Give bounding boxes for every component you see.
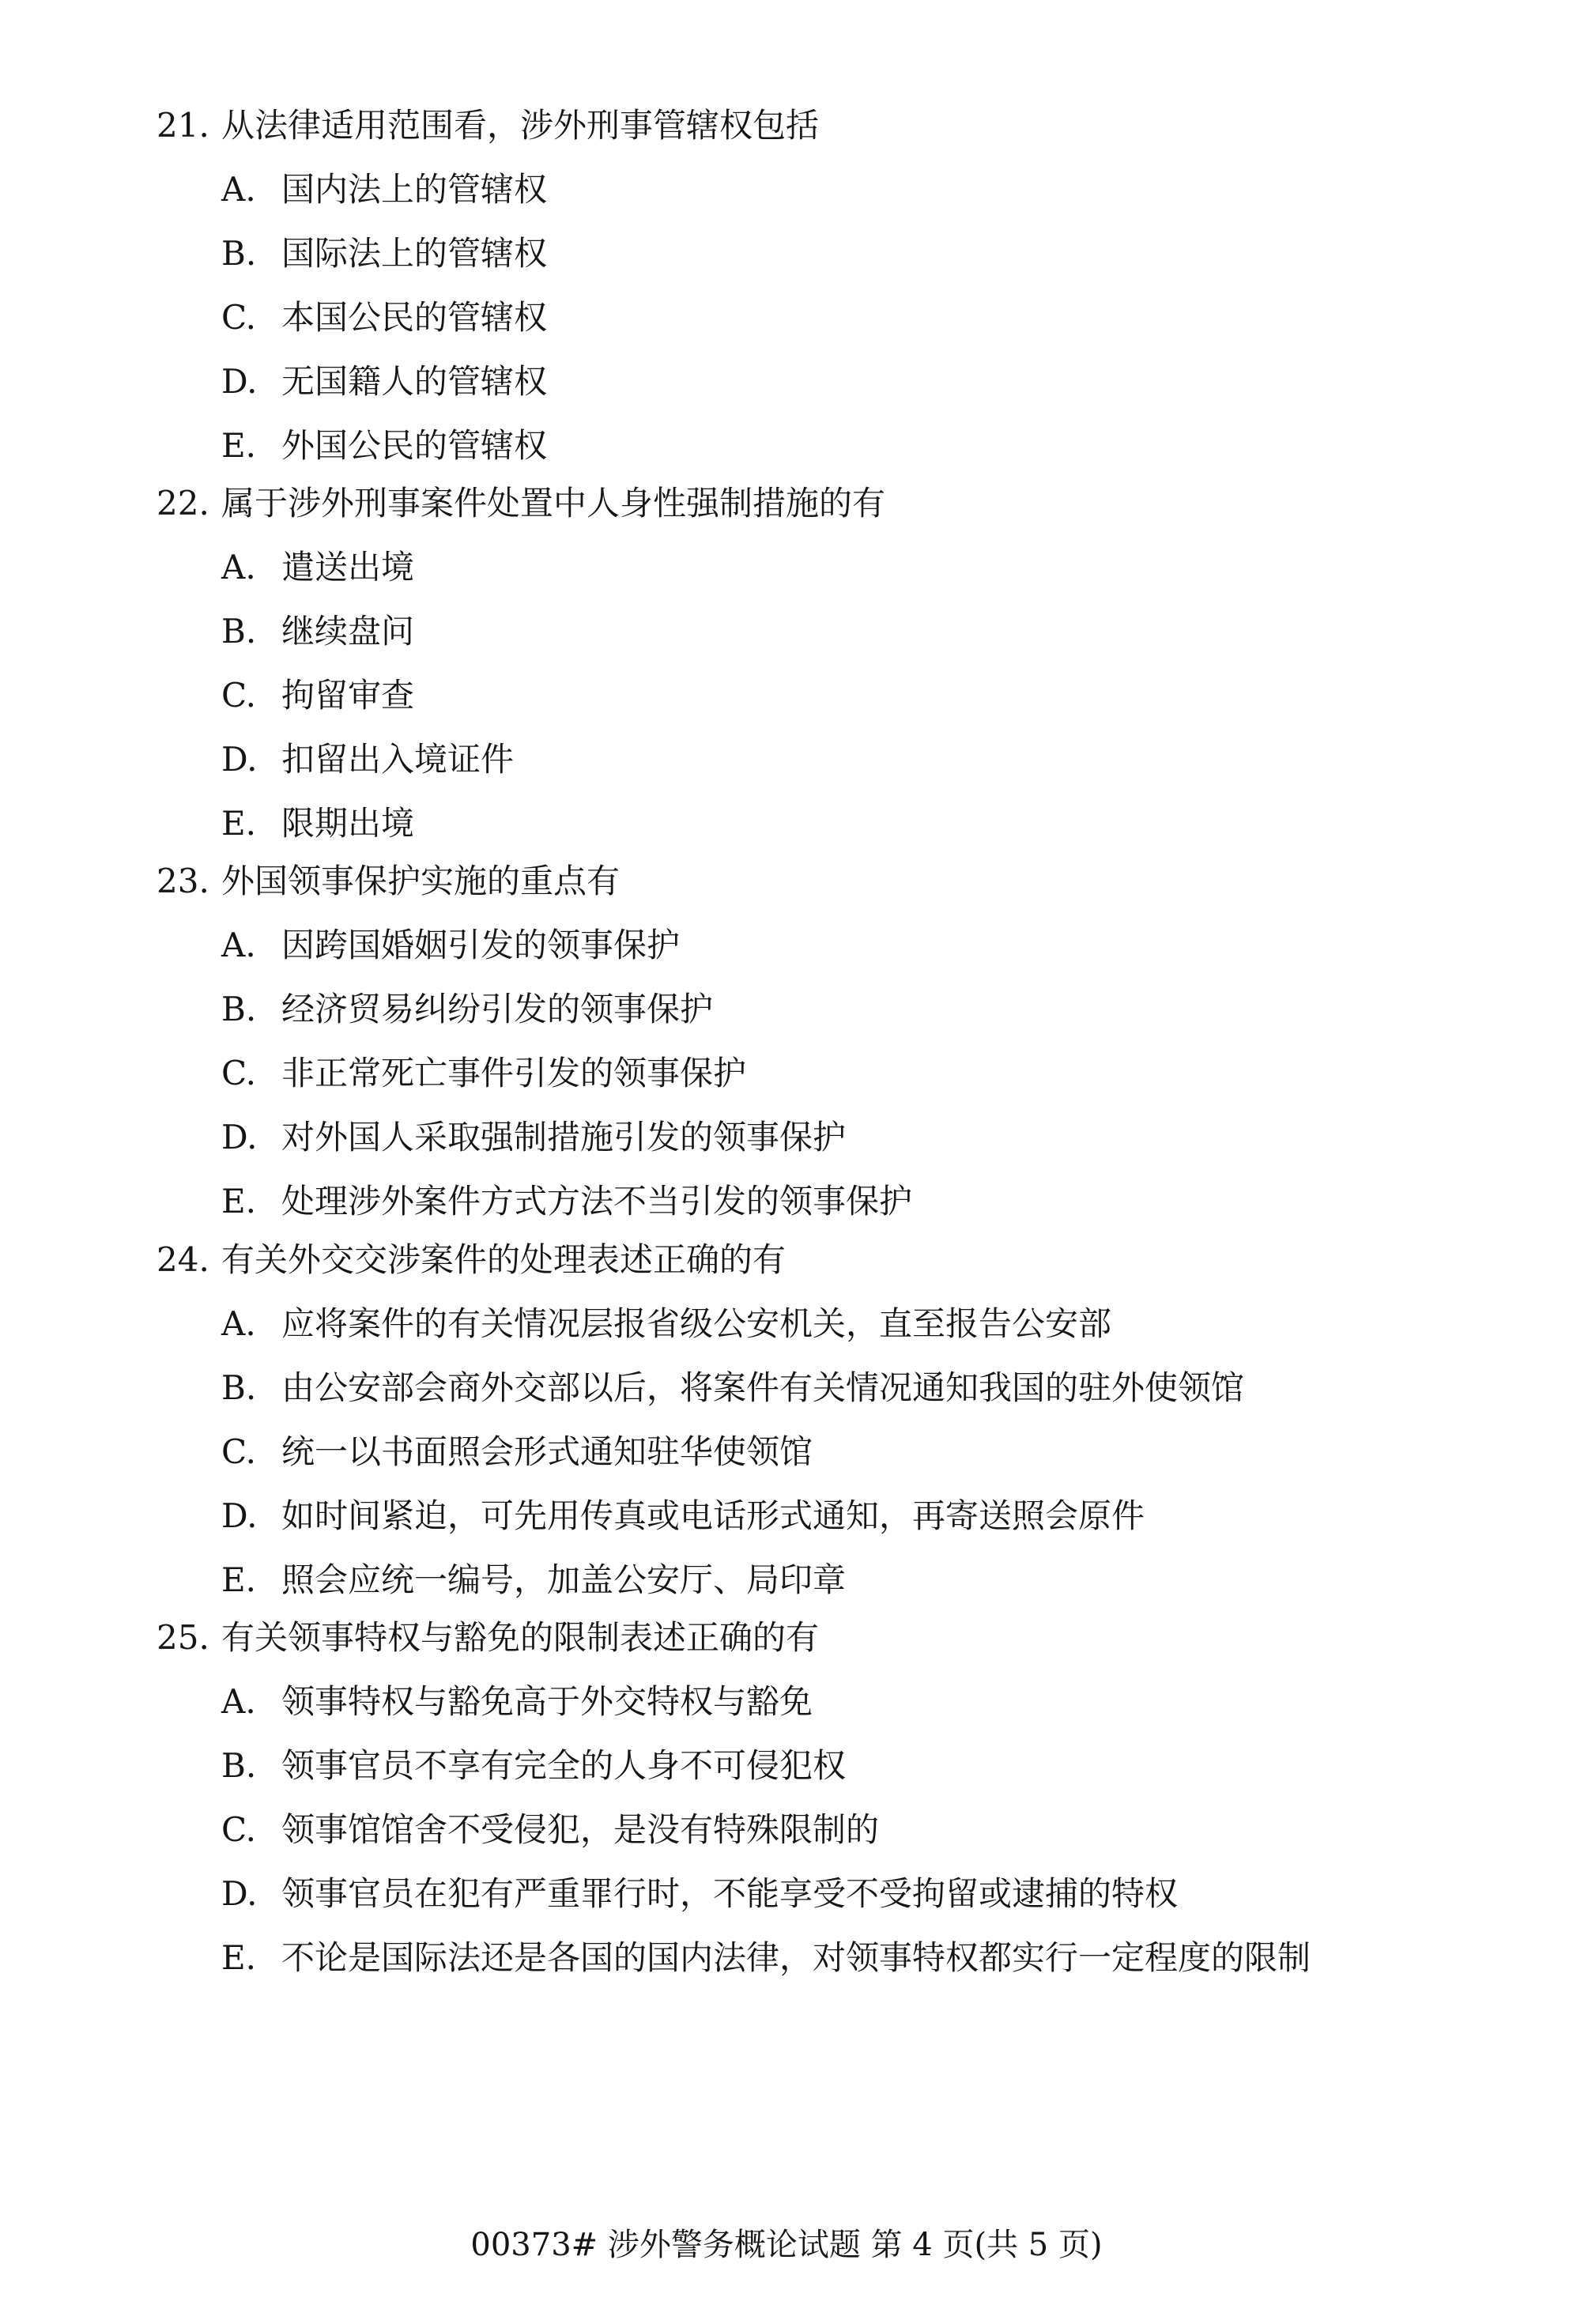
question-22 [157,471,1500,855]
option-b [157,599,1500,663]
option-text: 因跨国婚姻引发的领事保护 [281,926,681,964]
option-text: 遣送出境 [281,548,415,587]
option-letter: D. [221,1874,258,1913]
option-a [157,913,1500,977]
option-d [157,349,1500,413]
option-letter: B. [221,1368,257,1407]
option-letter: E. [221,1938,257,1977]
option-text: 本国公民的管辖权 [281,298,548,337]
option-a [157,1292,1500,1356]
option-letter: A. [221,1304,256,1343]
option-letter: B. [221,1746,257,1785]
option-text: 非正常死亡事件引发的领事保护 [281,1054,747,1092]
option-letter: A. [221,548,256,587]
option-c [157,1420,1500,1484]
option-text: 处理涉外案件方式方法不当引发的领事保护 [281,1182,913,1220]
option-text: 领事官员不享有完全的人身不可侵犯权 [281,1746,847,1785]
option-letter: E. [221,804,257,843]
option-a [157,157,1500,221]
question-stem [157,849,1500,913]
option-letter: C. [221,1432,256,1471]
option-text: 统一以书面照会形式通知驻华使领馆 [281,1432,813,1471]
page-footer: 00373# 涉外警务概论试题 第 4 页(共 5 页) [470,2227,1103,2263]
option-letter: D. [221,740,258,779]
question-text: 有关领事特权与豁免的限制表述正确的有 [221,1618,820,1657]
option-text: 应将案件的有关情况层报省级公安机关，直至报告公安部 [281,1304,1112,1343]
option-letter: C. [221,1054,256,1092]
option-letter: B. [221,234,257,273]
option-letter: C. [221,298,256,337]
option-text: 经济贸易纠纷引发的领事保护 [281,990,714,1028]
option-letter: E. [221,1560,257,1599]
question-number: 23. [157,862,209,900]
option-e [157,1169,1500,1233]
option-text: 继续盘问 [281,612,415,651]
option-a [157,1669,1500,1734]
option-c [157,1041,1500,1105]
option-c [157,1798,1500,1862]
question-23 [157,849,1500,1233]
option-text: 领事馆馆舍不受侵犯，是没有特殊限制的 [281,1810,880,1849]
option-letter: D. [221,1118,258,1156]
question-stem [157,1605,1500,1669]
option-text: 限期出境 [281,804,415,843]
option-text: 无国籍人的管辖权 [281,362,548,401]
option-letter: E. [221,1182,257,1220]
question-25 [157,1605,1500,1990]
option-text: 对外国人采取强制措施引发的领事保护 [281,1118,847,1156]
option-text: 外国公民的管辖权 [281,426,548,465]
option-text: 照会应统一编号，加盖公安厅、局印章 [281,1560,847,1599]
question-24 [157,1228,1500,1612]
option-text: 扣留出入境证件 [281,740,515,779]
option-d [157,1105,1500,1169]
option-b [157,221,1500,285]
option-e [157,413,1500,477]
option-text: 由公安部会商外交部以后，将案件有关情况通知我国的驻外使领馆 [281,1368,1245,1407]
option-letter: A. [221,926,256,964]
option-c [157,663,1500,727]
question-stem [157,93,1500,157]
question-text: 属于涉外刑事案件处置中人身性强制措施的有 [221,484,886,523]
question-text: 从法律适用范围看，涉外刑事管辖权包括 [221,106,820,145]
option-e [157,791,1500,855]
option-d [157,727,1500,791]
option-text: 国际法上的管辖权 [281,234,548,273]
question-number: 22. [157,484,209,523]
question-stem [157,471,1500,535]
option-text: 领事特权与豁免高于外交特权与豁免 [281,1682,813,1721]
option-d [157,1862,1500,1926]
option-d [157,1484,1500,1548]
question-number: 21. [157,106,209,145]
option-e [157,1926,1500,1990]
option-text: 国内法上的管辖权 [281,170,548,209]
question-stem [157,1228,1500,1292]
option-letter: C. [221,676,256,715]
option-letter: D. [221,362,258,401]
option-e [157,1548,1500,1612]
question-text: 外国领事保护实施的重点有 [221,862,621,900]
option-text: 拘留审查 [281,676,415,715]
option-b [157,1356,1500,1420]
question-number: 24. [157,1240,209,1279]
question-number: 25. [157,1618,209,1657]
option-text: 如时间紧迫，可先用传真或电话形式通知，再寄送照会原件 [281,1496,1145,1535]
option-b [157,1734,1500,1798]
option-letter: A. [221,1682,256,1721]
question-21 [157,93,1500,477]
option-letter: B. [221,612,257,651]
question-text: 有关外交交涉案件的处理表述正确的有 [221,1240,786,1279]
option-letter: C. [221,1810,256,1849]
option-b [157,977,1500,1041]
option-c [157,285,1500,349]
option-letter: E. [221,426,257,465]
option-a [157,535,1500,599]
option-text: 领事官员在犯有严重罪行时，不能享受不受拘留或逮捕的特权 [281,1874,1179,1913]
option-letter: A. [221,170,256,209]
option-letter: B. [221,990,257,1028]
option-text: 不论是国际法还是各国的国内法律，对领事特权都实行一定程度的限制 [281,1938,1311,1977]
option-letter: D. [221,1496,258,1535]
